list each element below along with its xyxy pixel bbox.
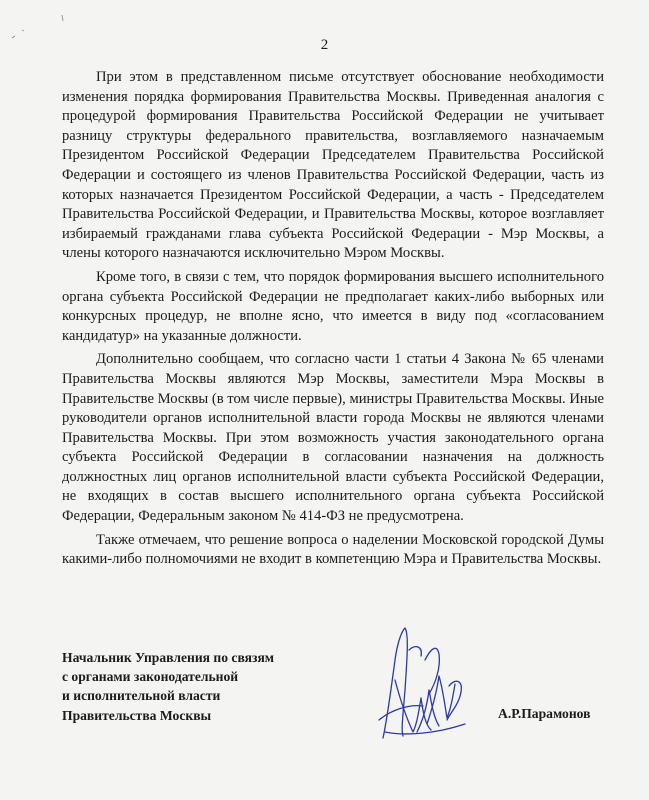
signatory-position xyxy=(62,648,274,725)
position-line: Правительства Москвы xyxy=(62,707,212,723)
page-number: 2 xyxy=(320,37,329,53)
handwritten-signature xyxy=(365,620,475,750)
position-line: Начальник Управления по связям xyxy=(62,650,275,665)
position-line: и исполнительной власти xyxy=(62,688,221,704)
position-line: с органами законодательной xyxy=(62,669,239,685)
paragraph: Кроме того, в связи с тем, что порядок формирования высшего исполнительного органа субъекта Российской Федерации не предполагает каких-либо выборных или конкурсных процедур, не вполне ясно, что имеется в виду под «согласованием кандидатур» на указанные должности. xyxy=(62,268,604,344)
paragraph: При этом в представленном письме отсутствует обоснование необходимости изменения порядка формирования Правительства Москвы. Приведенная аналогия с процедурой формирования Правительства Российской Федерации не учитывает разницу структуры федерального правительства, возглавляемого назначаемым Президентом Российской Федерации Председателем Правительства Российской Федерации и состоящего из членов Правительства Российской Федерации, часть из которых назначается Президентом Российской Федерации, а часть - Председателем Правительства Российской Федерации, и Правительства Москвы, которое возглавляет избираемый гражданами глава субъекта Российской Федерации - Мэр Москвы, а члены которого назначаются исключительно Мэром Москвы. xyxy=(62,69,604,262)
paragraph: Дополнительно сообщаем, что согласно части 1 статьи 4 Закона № 65 членами Правительства Москвы являются Мэр Москвы, заместители Мэра Москвы в Правительстве Москвы (в том числе первые), министры Правительства Москвы. Иные руководители органов исполнительной власти города Москвы не являются членами Правительства Москвы. При этом возможность участия законодательного органа субъекта Российской Федерации в согласовании назначения на должность должностных лиц органов исполнительной власти субъекта Российской Федерации, не входящих в состав высшего исполнительного органа субъекта Российской Федерации, Федеральным законом № 414-ФЗ не предусмотрена. xyxy=(62,351,604,525)
letter-body xyxy=(62,68,604,574)
signer-name: А.Р.Парамонов xyxy=(498,706,591,721)
paragraph: Также отмечаем, что решение вопроса о наделении Московской городской Думы какими-либо полномочиями не входит в компетенцию Мэра и Правительства Москвы. xyxy=(62,531,604,568)
